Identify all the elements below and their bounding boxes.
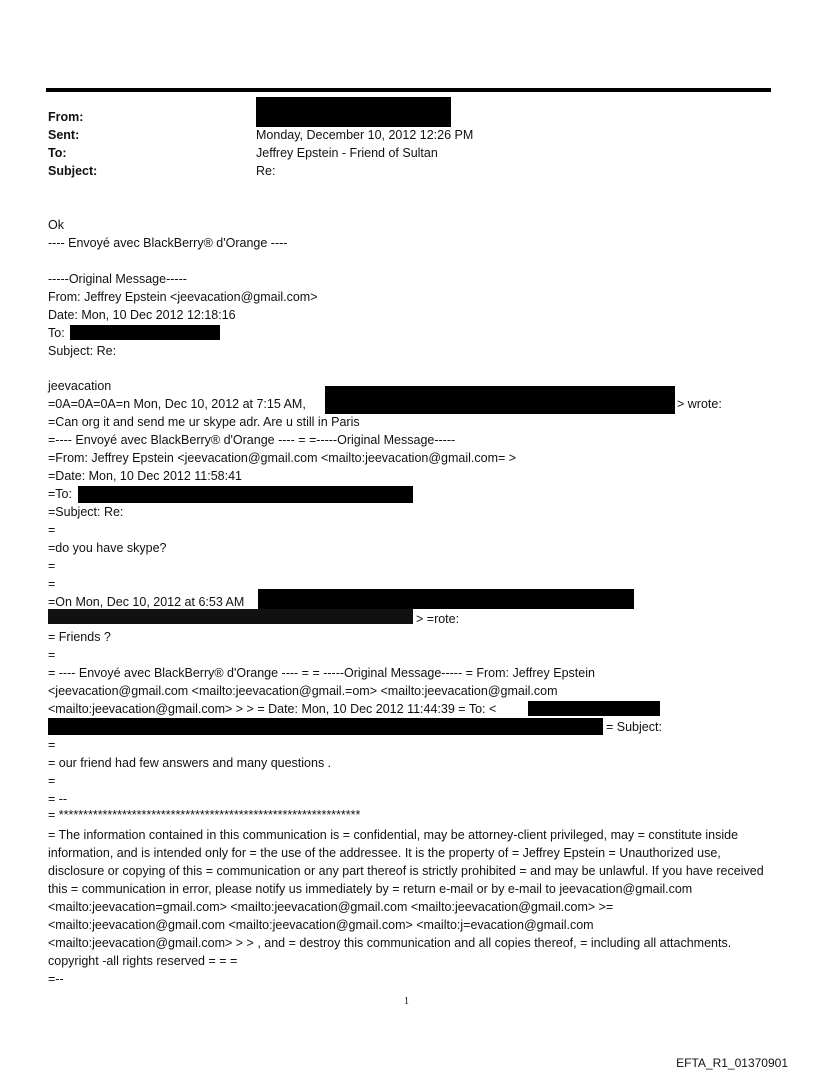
redacted-from — [256, 97, 451, 127]
redacted-address — [48, 609, 413, 624]
body-line: = ************************************************************** — [48, 808, 361, 822]
body-line: = ---- Envoyé avec BlackBerry® d'Orange ---- = = -----Original Message----- = From: Jeffrey Epstein — [48, 666, 595, 680]
body-line: <jeevacation@gmail.com <mailto:jeevacation@gmail.=om> <mailto:jeevacation@gmail.com — [48, 684, 558, 698]
header-rule — [46, 88, 771, 92]
sent-label: Sent: — [48, 128, 80, 142]
redacted-sender — [325, 386, 675, 414]
body-line: > wrote: — [677, 397, 722, 411]
redacted-to — [70, 325, 220, 340]
body-line: =To: — [48, 487, 72, 501]
document-id: EFTA_R1_01370901 — [676, 1056, 788, 1070]
body-line: =do you have skype? — [48, 541, 167, 555]
body-line: From: Jeffrey Epstein <jeevacation@gmail.com> — [48, 290, 318, 304]
body-line: =Can org it and send me ur skype adr. Are u still in Paris — [48, 415, 360, 429]
to-label: To: — [48, 146, 67, 160]
body-line: =0A=0A=0A=n Mon, Dec 10, 2012 at 7:15 AM, — [48, 397, 306, 411]
subject-value: Re: — [256, 164, 276, 178]
body-line: Subject: Re: — [48, 344, 117, 358]
body-line: =On Mon, Dec 10, 2012 at 6:53 AM — [48, 595, 245, 609]
to-value: Jeffrey Epstein - Friend of Sultan — [256, 146, 438, 160]
subject-label: Subject: — [48, 164, 98, 178]
sent-value: Monday, December 10, 2012 12:26 PM — [256, 128, 474, 142]
body-line: <mailto:jeevacation@gmail.com> > > = Date: Mon, 10 Dec 2012 11:44:39 = To: < — [48, 702, 497, 716]
body-line: > =rote: — [416, 612, 460, 626]
from-label: From: — [48, 110, 84, 124]
body-line: =Subject: Re: — [48, 505, 124, 519]
page-number: 1 — [404, 996, 409, 1007]
body-line: ---- Envoyé avec BlackBerry® d'Orange ---- — [48, 236, 288, 250]
body-line: = Subject: — [606, 720, 662, 734]
body-line: = — [48, 523, 56, 537]
redacted-to — [528, 701, 660, 716]
redacted-to — [78, 486, 413, 503]
disclaimer-paragraph: = The information contained in this communication is = confidential, may be attorney-client privileged, may = constitute inside information, and is intended only for = the use of the addressee. It is the property of = Jeffrey Epstein = Unauthorized use, disclosure or copying of this = communication or any part thereof is strictly prohibited = and may be unlawful. If you have received this = communication in error, please notify us immediately by = return e-mail or by e-mail to jeevacation@gmail.com <mailto:jeevacation=gmail.com> <mailto:jeevacation@gmail.com <mailto:jeevacation@gmail.com> >= <mailto:jeevacation@gmail.com <mailto:jeevacation@gmail.com> <mailto:j=evacation@gmail.com <mailto:jeevacation@gmail.com> > > , and = destroy this communication and all copies thereof, = including all attachments. copyright -all rights reserved = = = — [48, 828, 764, 968]
body-line: Date: Mon, 10 Dec 2012 12:18:16 — [48, 308, 236, 322]
body-line: = Friends ? — [48, 630, 111, 644]
body-line: = — [48, 774, 56, 788]
body-line: = — [48, 577, 56, 591]
body-line: -----Original Message----- — [48, 272, 187, 286]
body-line: =---- Envoyé avec BlackBerry® d'Orange ---- = =-----Original Message----- — [48, 433, 456, 447]
body-line: Ok — [48, 218, 64, 232]
body-line: = -- — [48, 792, 68, 806]
body-line: To: — [48, 326, 65, 340]
body-line: = — [48, 738, 56, 752]
body-line: =Date: Mon, 10 Dec 2012 11:58:41 — [48, 469, 243, 483]
body-line: jeevacation — [48, 379, 112, 393]
body-line: =From: Jeffrey Epstein <jeevacation@gmail.com <mailto:jeevacation@gmail.com= > — [48, 451, 517, 465]
body-line: = — [48, 559, 56, 573]
redacted-sender — [258, 589, 634, 609]
redacted-address — [48, 718, 603, 735]
body-line: = our friend had few answers and many questions . — [48, 756, 332, 770]
body-line: =-- — [48, 972, 64, 986]
body-line: = — [48, 648, 56, 662]
